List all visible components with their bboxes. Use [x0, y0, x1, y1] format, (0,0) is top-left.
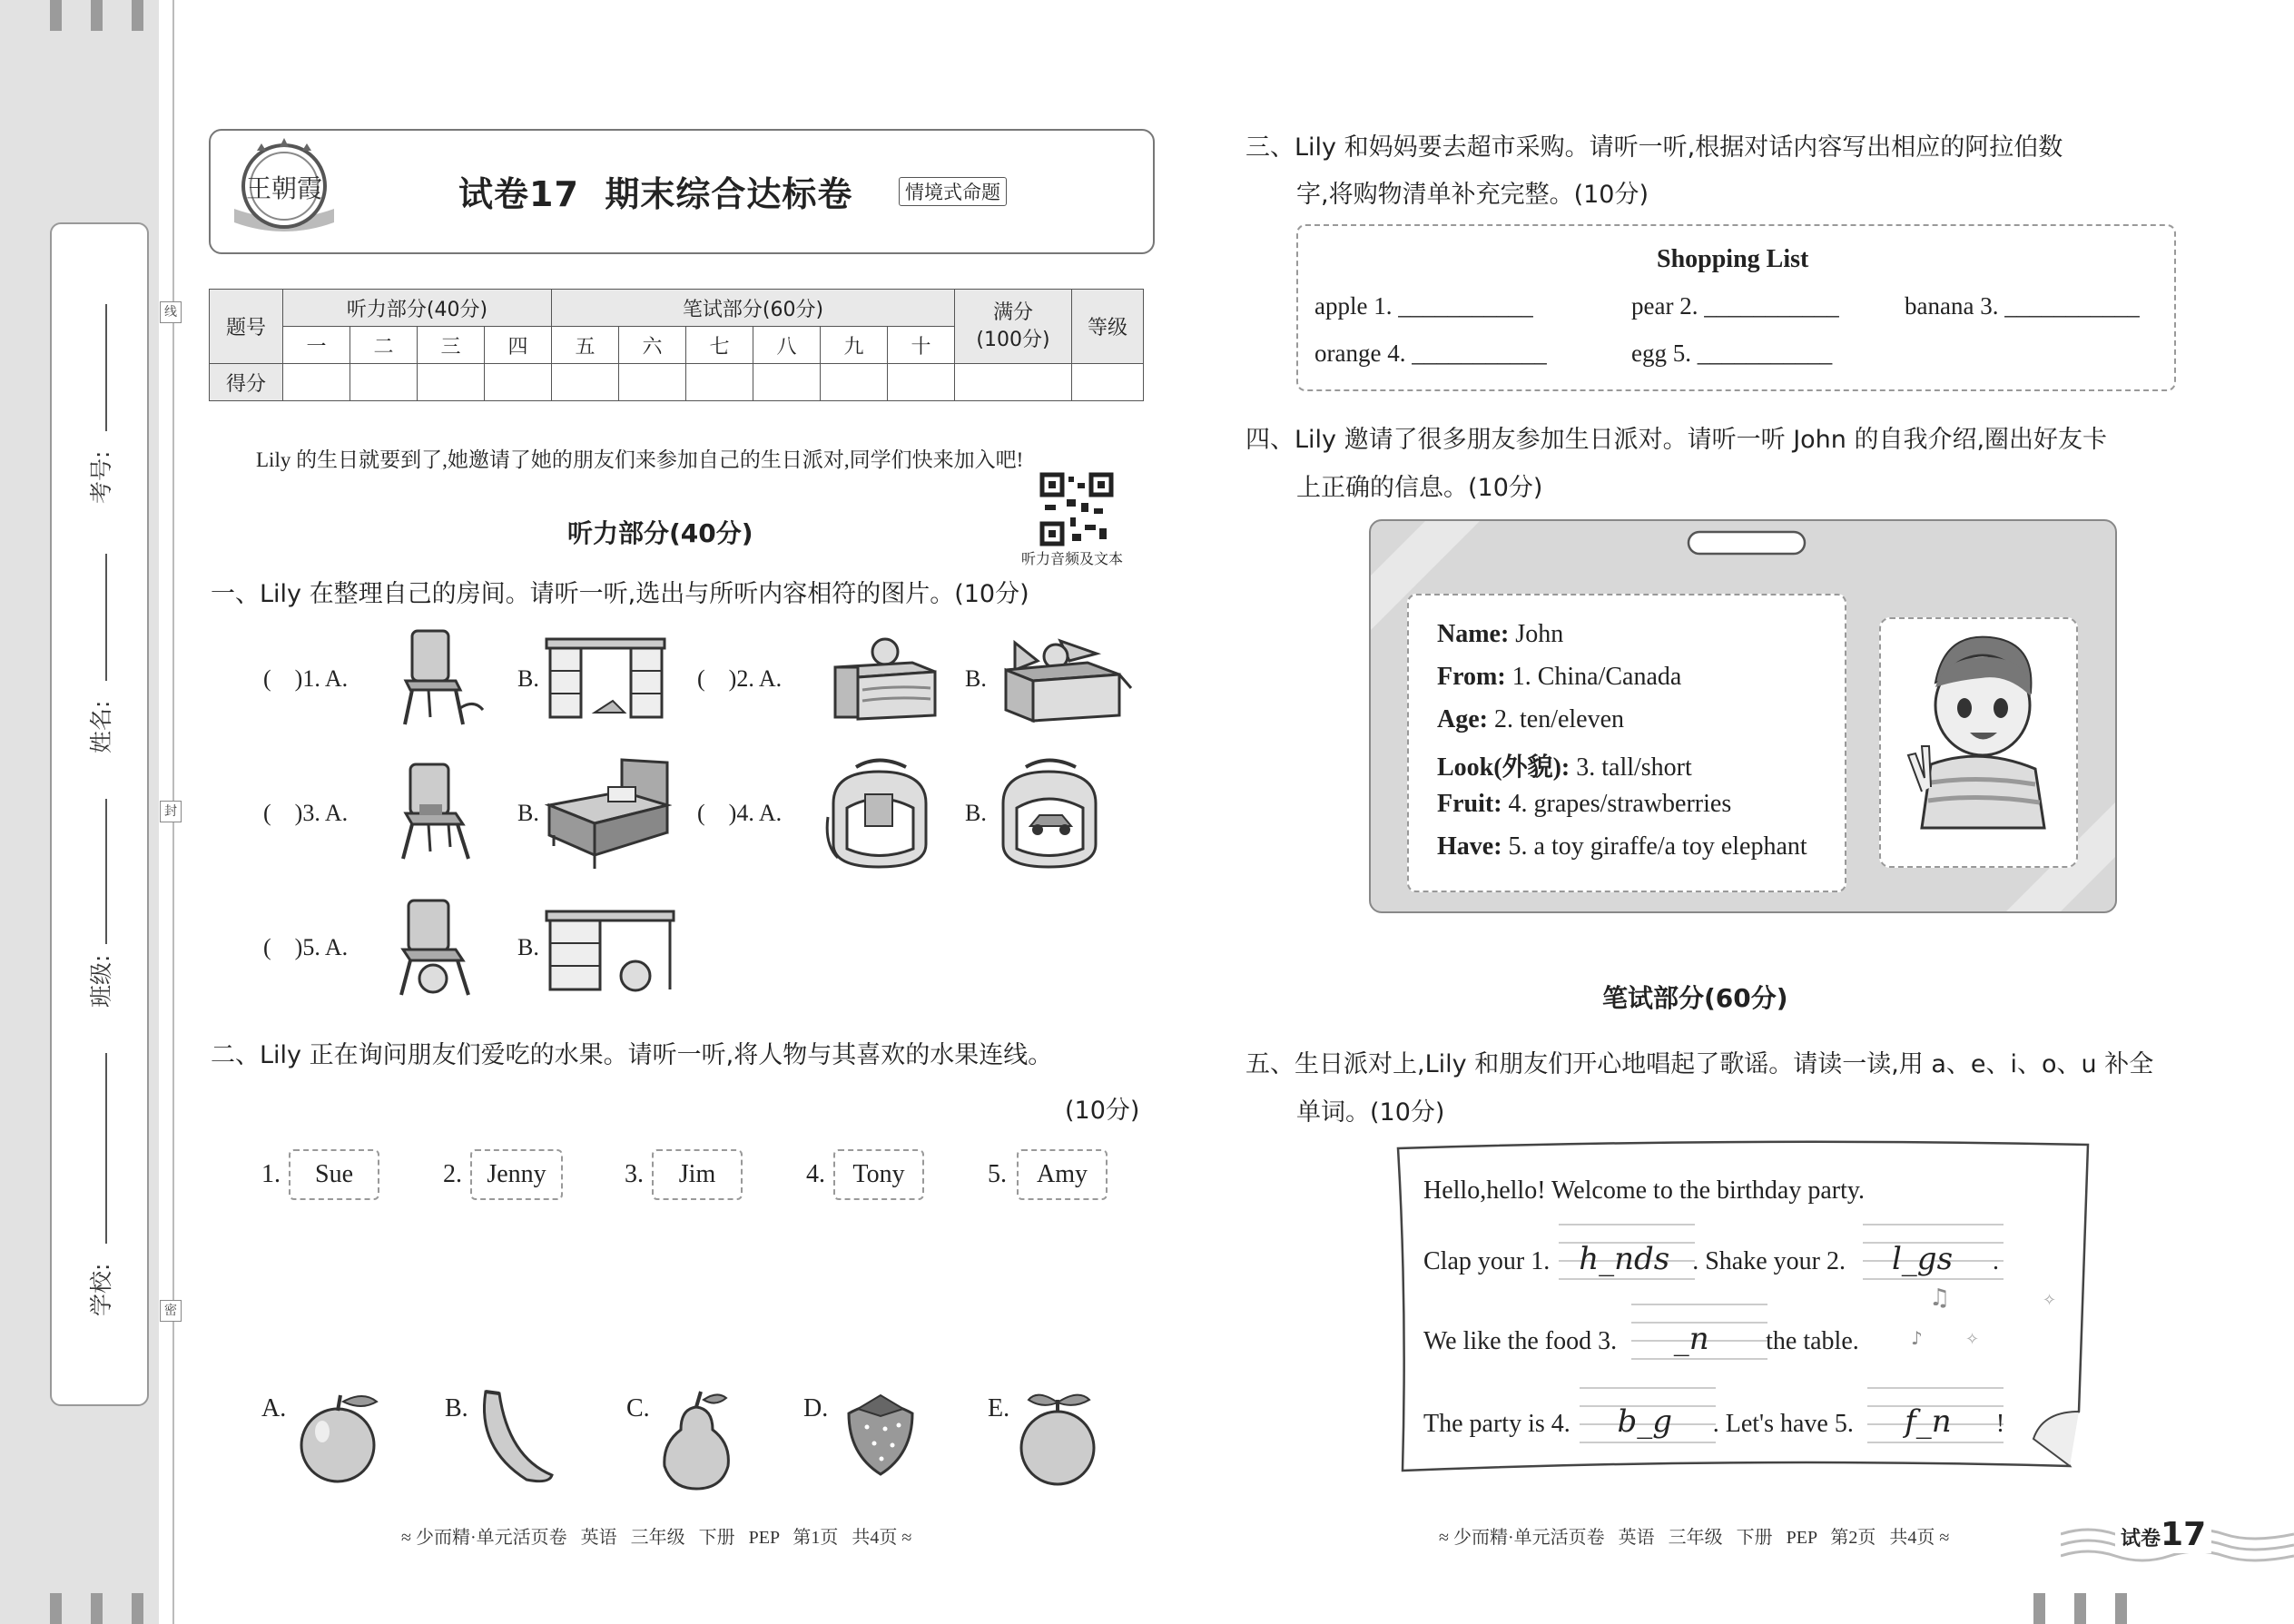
card-have-options[interactable]: 5. a toy giraffe/a toy elephant	[1501, 832, 1807, 861]
registration-mark	[50, 1593, 62, 1624]
person-jenny[interactable]: Jenny	[470, 1149, 563, 1200]
score-cell[interactable]	[552, 364, 619, 401]
rhyme-line-4-end: !	[1995, 1410, 2005, 1438]
shopping-item-banana[interactable]: banana 3. ___________	[1905, 292, 2140, 320]
score-cell[interactable]	[955, 364, 1072, 401]
q5-prompt-line2: 单词。(10分)	[1296, 1098, 1445, 1127]
full-marks-label: 满分	[992, 300, 1033, 324]
score-cell[interactable]	[1072, 364, 1144, 401]
score-cell[interactable]	[283, 364, 350, 401]
column-header: 九	[821, 327, 888, 364]
card-look-label: Look(外貌):	[1437, 753, 1570, 782]
writing-section-title: 笔试部分(60分)	[1602, 983, 1788, 1013]
card-fruit-options[interactable]: 4. grapes/strawberries	[1501, 790, 1732, 818]
intro-text: Lily 的生日就要到了,她邀请了她的朋友们来参加自己的生日派对,同学们快来加入吧!	[256, 448, 1024, 471]
card-age-label: Age:	[1437, 705, 1488, 733]
exam-number-field[interactable]	[105, 304, 107, 431]
school-field[interactable]	[105, 1053, 107, 1244]
boy-portrait-image	[1881, 619, 2076, 866]
paper-badge-label: 试卷	[2121, 1528, 2161, 1550]
cut-mark: 线	[160, 301, 182, 323]
score-row-label: 得分	[210, 364, 283, 401]
registration-mark	[132, 0, 143, 31]
q1-item-1-number: ( )1. A.	[263, 665, 349, 692]
class-label: 班级:	[88, 954, 114, 1008]
registration-mark	[91, 1593, 103, 1624]
chair-with-ball-image[interactable]	[392, 897, 492, 999]
rhyme-line-4-start: The party is 4.	[1423, 1410, 1570, 1438]
rhyme-line-3	[1423, 1321, 1859, 1357]
footer-right: ≈ 少而精·单元活页卷 英语 三年级 下册 PEP 第2页 共4页 ≈	[1439, 1528, 1950, 1548]
publisher-logo	[225, 136, 343, 245]
rhyme-line-4	[1423, 1403, 2004, 1440]
card-photo	[1879, 617, 2078, 868]
registration-mark	[50, 0, 62, 31]
q1-item-2-number: ( )2. A.	[697, 665, 783, 692]
registration-mark	[2115, 1593, 2127, 1624]
score-cell[interactable]	[686, 364, 753, 401]
q3-prompt-line1: 三、Lily 和妈妈要去超市采购。请听一听,根据对话内容写出相应的阿拉伯数	[1245, 133, 2063, 162]
card-from-label: From:	[1437, 663, 1506, 691]
grade-header: 等级	[1072, 290, 1144, 364]
column-header: 二	[350, 327, 418, 364]
q1-item-5-number: ( )5. A.	[263, 934, 349, 960]
score-cell[interactable]	[350, 364, 418, 401]
banana-image[interactable]	[472, 1384, 558, 1489]
rhyme-line-1: Hello,hello! Welcome to the birthday party.	[1423, 1176, 1866, 1205]
q1-item-2-b: B.	[965, 665, 987, 692]
card-age-options[interactable]: 2. ten/eleven	[1487, 705, 1625, 733]
shopping-list-title: Shopping List	[1657, 245, 1809, 273]
column-header: 八	[753, 327, 821, 364]
score-cell[interactable]	[418, 364, 485, 401]
desk-with-toy-image[interactable]	[545, 635, 667, 722]
shopping-item-pear[interactable]: pear 2. ___________	[1631, 292, 1839, 320]
score-cell[interactable]	[485, 364, 552, 401]
q1-item-4-b: B.	[965, 800, 987, 826]
student-info-panel	[50, 222, 149, 1406]
column-header: 一	[283, 327, 350, 364]
column-header: 十	[888, 327, 955, 364]
score-cell[interactable]	[619, 364, 686, 401]
person-sue[interactable]: Sue	[289, 1149, 379, 1200]
listening-section-title: 听力部分(40分)	[567, 518, 753, 548]
shopping-item-apple[interactable]: apple 1. ___________	[1314, 292, 1533, 320]
full-marks-value: (100分)	[976, 328, 1050, 351]
qr-caption: 听力音频及文本	[1021, 552, 1124, 567]
blank-big[interactable]: b_g	[1617, 1403, 1673, 1440]
schoolbag-a-image[interactable]	[824, 753, 935, 871]
q1-prompt: 一、Lily 在整理自己的房间。请听一听,选出与所听内容相符的图片。(10分)	[211, 580, 1029, 608]
blank-fun[interactable]: f_n	[1905, 1403, 1952, 1440]
score-cell[interactable]	[753, 364, 821, 401]
music-note-icon: ♫	[1929, 1284, 1951, 1312]
card-from-options[interactable]: 1. China/Canada	[1505, 663, 1682, 691]
rhyme-line-2	[1423, 1241, 1999, 1277]
music-note-icon: ♪	[1911, 1327, 1923, 1349]
registration-mark	[91, 0, 103, 31]
registration-mark	[2033, 1593, 2045, 1624]
q4-prompt-line2: 上正确的信息。(10分)	[1296, 474, 1543, 502]
person-tony[interactable]: Tony	[833, 1149, 924, 1200]
sparkle-icon: ✧	[2043, 1291, 2057, 1310]
apple-image[interactable]	[290, 1391, 390, 1486]
chair-with-toy-on-image[interactable]	[392, 761, 492, 862]
rhyme-line-3-end: the table.	[1766, 1327, 1859, 1355]
q1-item-3-number: ( )3. A.	[263, 800, 349, 826]
card-name-value: John	[1509, 620, 1564, 648]
schoolbag-b-image[interactable]	[994, 753, 1105, 871]
name-field[interactable]	[105, 554, 107, 681]
q1-item-1-b: B.	[517, 665, 539, 692]
person-number: 5.	[988, 1160, 1007, 1188]
full-marks-header	[955, 290, 1072, 364]
q1-item-3-b: B.	[517, 800, 539, 826]
cut-mark: 封	[160, 801, 182, 822]
q3-prompt-line2: 字,将购物清单补充完整。(10分)	[1296, 181, 1649, 209]
listening-header: 听力部分(40分)	[283, 290, 552, 327]
q5-prompt-line1: 五、生日派对上,Lily 和朋友们开心地唱起了歌谣。请读一读,用 a、e、i、o、u 补全	[1245, 1050, 2154, 1078]
q2-prompt: 二、Lily 正在询问朋友们爱吃的水果。请听一听,将人物与其喜欢的水果连线。	[211, 1041, 1053, 1069]
column-header: 五	[552, 327, 619, 364]
card-name	[1437, 620, 1563, 649]
person-amy[interactable]: Amy	[1017, 1149, 1108, 1200]
rhyme-line-2-end: .	[1992, 1247, 1999, 1275]
logo-text: 王朝霞	[245, 173, 323, 203]
card-have-label: Have:	[1437, 832, 1502, 861]
registration-mark	[132, 1593, 143, 1624]
q2-score: (10分)	[1065, 1097, 1140, 1125]
shopping-item-orange[interactable]: orange 4. ___________	[1314, 340, 1547, 367]
cut-mark: 密	[160, 1300, 182, 1322]
sparkle-icon: ✧	[1965, 1330, 1980, 1349]
qr-code[interactable]	[1039, 472, 1114, 546]
exam-number-label: 考号:	[88, 450, 114, 504]
desk-with-ball-image[interactable]	[545, 908, 676, 994]
column-header: 三	[418, 327, 485, 364]
fruit-label: E.	[988, 1394, 1010, 1422]
fruit-label: A.	[261, 1394, 287, 1422]
score-cell[interactable]	[821, 364, 888, 401]
fruit-label: C.	[626, 1394, 650, 1422]
pear-image[interactable]	[654, 1389, 740, 1493]
box-with-ball-in-image[interactable]	[997, 634, 1133, 724]
card-age	[1437, 705, 1624, 734]
paper-title: 试卷17 期末综合达标卷	[458, 174, 853, 214]
q1-item-4-number: ( )4. A.	[697, 800, 783, 826]
person-number: 2.	[443, 1160, 462, 1188]
box-with-ball-on-image[interactable]	[831, 635, 940, 722]
registration-mark	[2074, 1593, 2086, 1624]
card-fruit	[1437, 790, 1731, 819]
question-number-header: 题号	[210, 290, 283, 364]
footer-left: ≈ 少而精·单元活页卷 英语 三年级 下册 PEP 第1页 共4页 ≈	[401, 1528, 912, 1548]
score-cell[interactable]	[888, 364, 955, 401]
q4-prompt-line1: 四、Lily 邀请了很多朋友参加生日派对。请听一听 John 的自我介绍,圈出好友卡	[1245, 426, 2108, 454]
person-jim[interactable]: Jim	[652, 1149, 743, 1200]
fruit-label: D.	[803, 1394, 829, 1422]
name-label: 姓名:	[88, 700, 114, 753]
rhyme-line-3-start: We like the food 3.	[1423, 1327, 1618, 1355]
blank-on[interactable]: _n	[1673, 1321, 1709, 1357]
card-fruit-label: Fruit:	[1437, 790, 1502, 818]
paper-type-badge: 情境式命题	[899, 177, 1007, 206]
score-table	[209, 289, 1144, 401]
card-name-label: Name:	[1437, 620, 1510, 648]
paper-badge-number: 17	[2161, 1516, 2207, 1553]
shopping-item-egg[interactable]: egg 5. ___________	[1631, 340, 1833, 367]
blank-hands[interactable]: h_nds	[1579, 1241, 1670, 1277]
person-number: 1.	[261, 1160, 281, 1188]
paper-badge	[2115, 1516, 2211, 1553]
card-from	[1437, 663, 1681, 692]
card-look	[1437, 747, 1692, 783]
strawberry-image[interactable]	[840, 1391, 921, 1477]
rhyme-line-2-middle: . Shake your 2.	[1692, 1247, 1846, 1275]
blank-legs[interactable]: l_gs	[1891, 1241, 1954, 1277]
class-field[interactable]	[105, 799, 107, 944]
column-header: 四	[485, 327, 552, 364]
rhyme-line-4-middle: . Let's have 5.	[1712, 1410, 1854, 1438]
card-look-options[interactable]: 3. tall/short	[1570, 753, 1692, 782]
person-number: 4.	[806, 1160, 825, 1188]
column-header: 六	[619, 327, 686, 364]
bed-image[interactable]	[545, 755, 672, 873]
writing-header: 笔试部分(60分)	[552, 290, 955, 327]
chair-with-toy-image[interactable]	[392, 626, 487, 728]
column-header: 七	[686, 327, 753, 364]
rhyme-line-2-start: Clap your 1.	[1423, 1247, 1551, 1275]
school-label: 学校:	[88, 1263, 114, 1316]
q1-item-5-b: B.	[517, 934, 539, 960]
orange-image[interactable]	[1015, 1389, 1101, 1489]
fruit-label: B.	[445, 1394, 468, 1422]
person-number: 3.	[625, 1160, 644, 1188]
card-have	[1437, 832, 1807, 861]
